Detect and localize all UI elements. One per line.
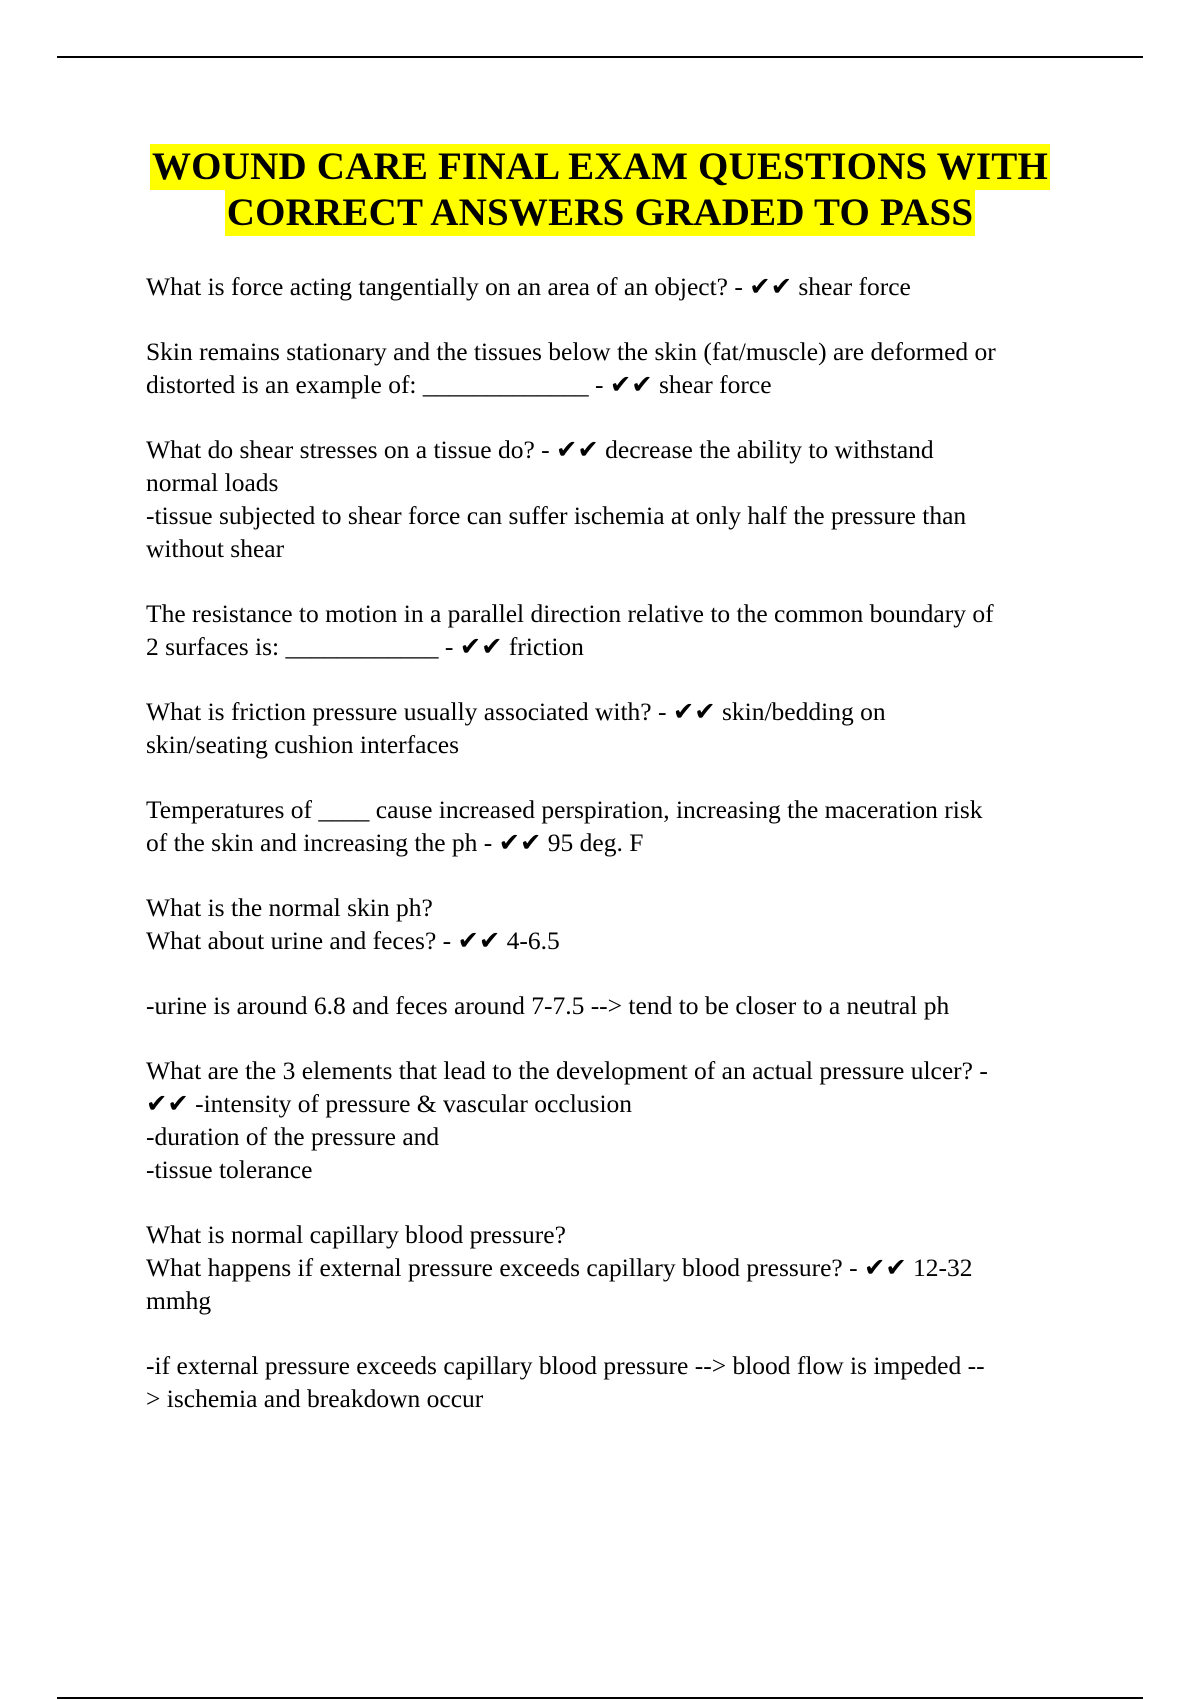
qa-line: What are the 3 elements that lead to the development of an actual pressure ulcer? - <box>146 1056 988 1085</box>
qa-line: What is normal capillary blood pressure? <box>146 1220 566 1249</box>
qa-line: What do shear stresses on a tissue do? - ✔✔ decrease the ability to withstand <box>146 435 934 464</box>
qa-line: -duration of the pressure and <box>146 1122 440 1151</box>
qa-line: -tissue subjected to shear force can suffer ischemia at only half the pressure than <box>146 501 967 530</box>
qa-line: The resistance to motion in a parallel direction relative to the common boundary of <box>146 599 994 628</box>
qa-line: What about urine and feces? - ✔✔ 4-6.5 <box>146 926 560 955</box>
qa-line: What is friction pressure usually associated with? - ✔✔ skin/bedding on <box>146 697 886 726</box>
qa-line: -tissue tolerance <box>146 1155 313 1184</box>
qa-content <box>146 270 1096 1447</box>
document-title <box>0 144 1200 236</box>
qa-line: > ischemia and breakdown occur <box>146 1384 484 1413</box>
qa-block <box>146 1218 1096 1317</box>
qa-block <box>146 695 1096 761</box>
qa-line: 2 surfaces is: ____________ - ✔✔ friction <box>146 632 584 661</box>
qa-line: What is force acting tangentially on an area of an object? - ✔✔ shear force <box>146 272 911 301</box>
qa-line: mmhg <box>146 1286 212 1315</box>
qa-block <box>146 1349 1096 1415</box>
bottom-rule <box>57 1697 1143 1699</box>
qa-line: -urine is around 6.8 and feces around 7-7.5 --> tend to be closer to a neutral ph <box>146 991 950 1020</box>
qa-block <box>146 270 1096 303</box>
title-line-1: WOUND CARE FINAL EXAM QUESTIONS WITH <box>151 145 1049 188</box>
qa-block <box>146 891 1096 957</box>
qa-line: What is the normal skin ph? <box>146 893 433 922</box>
qa-block <box>146 597 1096 663</box>
qa-line: distorted is an example of: _____________ - ✔✔ shear force <box>146 370 772 399</box>
qa-line: of the skin and increasing the ph - ✔✔ 95 deg. F <box>146 828 644 857</box>
qa-line: -if external pressure exceeds capillary blood pressure --> blood flow is impeded -- <box>146 1351 985 1380</box>
qa-block <box>146 989 1096 1022</box>
qa-block <box>146 335 1096 401</box>
qa-line: Temperatures of ____ cause increased perspiration, increasing the maceration risk <box>146 795 983 824</box>
title-line-2: CORRECT ANSWERS GRADED TO PASS <box>226 191 974 234</box>
qa-line: ✔✔ -intensity of pressure & vascular occlusion <box>146 1089 633 1118</box>
qa-line: What happens if external pressure exceeds capillary blood pressure? - ✔✔ 12-32 <box>146 1253 973 1282</box>
qa-line: skin/seating cushion interfaces <box>146 730 459 759</box>
qa-block <box>146 1054 1096 1186</box>
qa-line: Skin remains stationary and the tissues below the skin (fat/muscle) are deformed or <box>146 337 996 366</box>
top-rule <box>57 56 1143 58</box>
qa-line: without shear <box>146 534 285 563</box>
qa-block <box>146 433 1096 565</box>
qa-block <box>146 793 1096 859</box>
qa-line: normal loads <box>146 468 279 497</box>
